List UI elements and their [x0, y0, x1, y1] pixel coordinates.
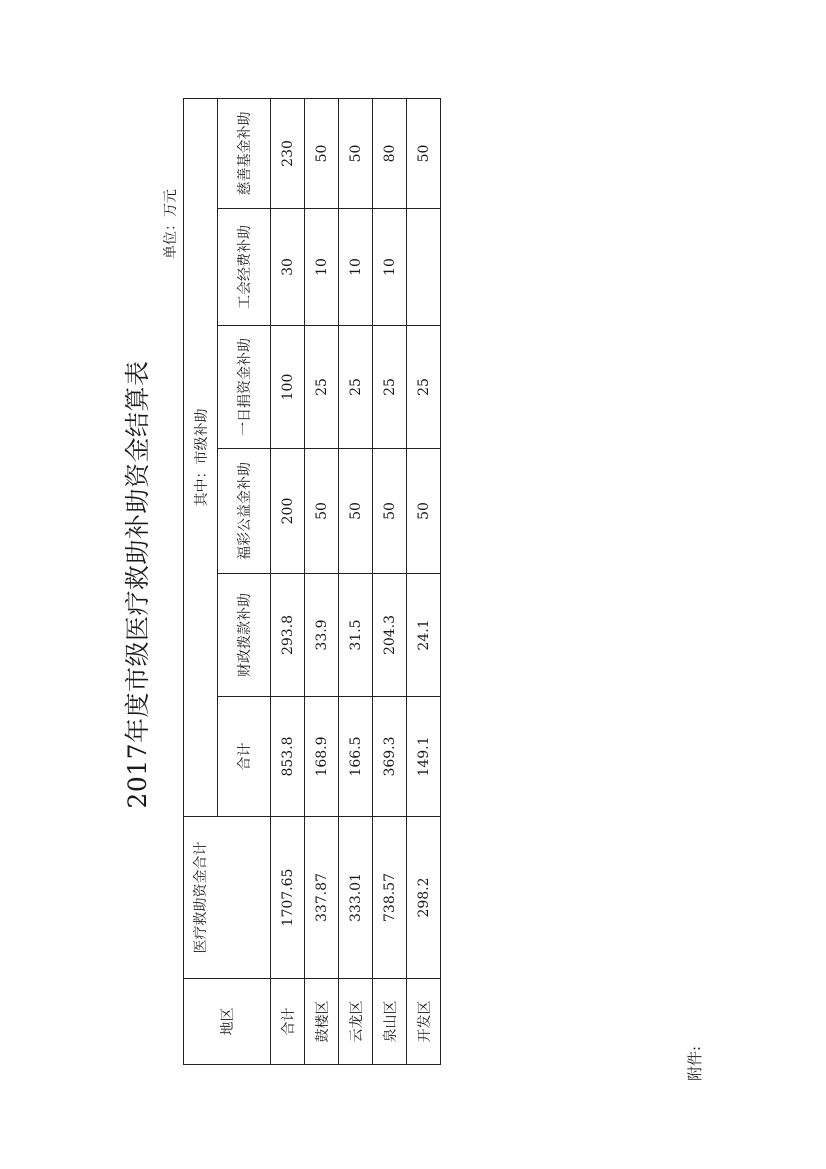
header-city-group: 其中：市级补助	[184, 98, 218, 816]
cell-value: 10	[305, 209, 339, 326]
table-row	[271, 98, 305, 1064]
cell-value: 204.3	[373, 574, 407, 697]
header-region: 地区	[184, 979, 271, 1065]
header-col-charity: 慈善基金补助	[218, 98, 271, 208]
cell-value: 24.1	[407, 574, 441, 697]
cell-region: 泉山区	[373, 979, 407, 1065]
cell-value: 166.5	[339, 697, 373, 817]
cell-region: 鼓楼区	[305, 979, 339, 1065]
table-row	[305, 98, 339, 1064]
cell-region: 云龙区	[339, 979, 373, 1065]
cell-region: 合计	[271, 979, 305, 1065]
attachment-label: 附件:	[686, 1045, 704, 1081]
header-col-subtotal: 合计	[218, 697, 271, 817]
cell-value: 30	[271, 209, 305, 326]
cell-value: 369.3	[373, 697, 407, 817]
cell-region: 开发区	[407, 979, 441, 1065]
table-row	[339, 98, 373, 1064]
cell-value: 168.9	[305, 697, 339, 817]
cell-value: 25	[373, 326, 407, 449]
cell-value	[407, 209, 441, 326]
cell-value: 10	[373, 209, 407, 326]
cell-value: 293.8	[271, 574, 305, 697]
cell-value: 50	[407, 98, 441, 208]
cell-value: 50	[305, 449, 339, 574]
cell-value: 230	[271, 98, 305, 208]
header-total-fund: 医疗救助资金合计	[184, 817, 271, 979]
table-row	[407, 98, 441, 1064]
cell-total-fund: 1707.65	[271, 817, 305, 979]
cell-total-fund: 298.2	[407, 817, 441, 979]
header-col-lottery: 福彩公益金补助	[218, 449, 271, 574]
header-col-one-day: 一日捐资金补助	[218, 326, 271, 449]
cell-total-fund: 333.01	[339, 817, 373, 979]
cell-value: 25	[305, 326, 339, 449]
cell-value: 50	[373, 449, 407, 574]
cell-value: 10	[339, 209, 373, 326]
cell-value: 50	[339, 449, 373, 574]
cell-value: 149.1	[407, 697, 441, 817]
unit-label: 单位：万元	[163, 189, 179, 259]
settlement-table	[183, 98, 441, 1065]
header-row-1	[184, 98, 218, 1064]
cell-total-fund: 337.87	[305, 817, 339, 979]
cell-value: 50	[407, 449, 441, 574]
table-row	[373, 98, 407, 1064]
header-col-fiscal: 财政拨款补助	[218, 574, 271, 697]
cell-value: 25	[407, 326, 441, 449]
cell-value: 31.5	[339, 574, 373, 697]
page-title: 2017年度市级医疗救助补助资金结算表	[123, 360, 152, 809]
cell-value: 50	[305, 98, 339, 208]
cell-value: 25	[339, 326, 373, 449]
header-col-union: 工会经费补助	[218, 209, 271, 326]
cell-value: 33.9	[305, 574, 339, 697]
cell-value: 80	[373, 98, 407, 208]
cell-value: 200	[271, 449, 305, 574]
cell-value: 853.8	[271, 697, 305, 817]
cell-value: 100	[271, 326, 305, 449]
cell-value: 50	[339, 98, 373, 208]
cell-total-fund: 738.57	[373, 817, 407, 979]
